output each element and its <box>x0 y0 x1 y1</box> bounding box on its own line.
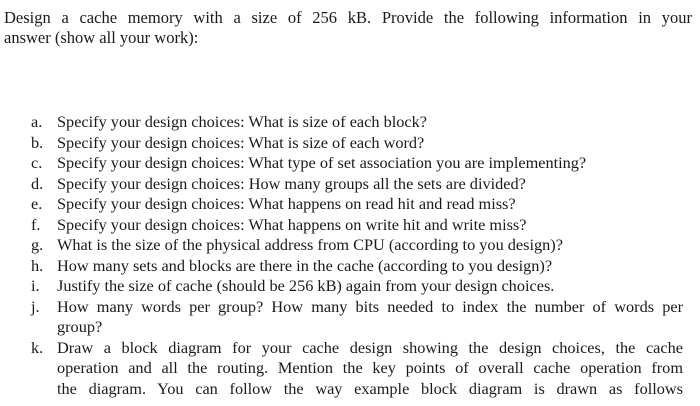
list-marker: j. <box>31 296 40 316</box>
list-item-text <box>57 297 683 338</box>
list-marker: h. <box>31 255 44 275</box>
list-item-line: operation and all the routing. Mention the key points of overall cache operation from <box>57 358 683 377</box>
list-marker: f. <box>31 214 41 234</box>
intro-line-1: Design a cache memory with a size of 256 kB. Provide the following information in your <box>4 8 692 27</box>
list-item-g <box>0 235 683 256</box>
list-marker: e. <box>31 194 43 213</box>
list-item-text: Specify your design choices: What happens on write hit and write miss? <box>57 214 527 234</box>
list-item-a <box>0 112 683 133</box>
list-item-k <box>0 338 683 400</box>
list-marker: a. <box>31 112 43 131</box>
list-item-j <box>0 297 683 338</box>
list-item-line: group? <box>57 317 103 336</box>
list-item-e <box>0 194 683 215</box>
list-item-i <box>0 276 683 297</box>
list-marker: k. <box>31 337 44 357</box>
list-item-text: What is the size of the physical address from CPU (according to you design)? <box>57 235 563 254</box>
list-item-text: Specify your design choices: What type of set association you are implementing? <box>57 153 587 172</box>
list-item-h <box>0 256 683 277</box>
list-marker: g. <box>31 235 44 254</box>
list-item-d <box>0 174 683 195</box>
list-item-f <box>0 215 683 236</box>
list-item-b <box>0 133 683 154</box>
list-item-text: Justify the size of cache (should be 256 kB) again from your design choices. <box>57 276 555 295</box>
list-item-line: Draw a block diagram for your cache design showing the design choices, the cache <box>57 337 683 357</box>
list-marker: b. <box>31 132 44 152</box>
list-item-text: Specify your design choices: What is size of each word? <box>57 132 425 152</box>
list-item-text: Specify your design choices: What happens on read hit and read miss? <box>57 194 516 213</box>
list-item-line: the diagram. You can follow the way example block diagram is drawn as follows <box>57 378 683 398</box>
question-list <box>0 112 700 399</box>
list-item-line: How many words per group? How many bits needed to index the number of words per <box>57 296 683 316</box>
list-item-c <box>0 153 683 174</box>
question-intro <box>4 8 692 48</box>
intro-line-2: answer (show all your work): <box>4 28 199 47</box>
list-marker: i. <box>31 276 40 295</box>
list-item-text: How many sets and blocks are there in the cache (according to you design)? <box>57 255 553 275</box>
list-item-text: Specify your design choices: How many groups all the sets are divided? <box>57 173 526 193</box>
list-marker: c. <box>31 153 43 172</box>
list-item-text <box>57 338 683 400</box>
list-item-text: Specify your design choices: What is size of each block? <box>57 112 427 131</box>
list-marker: d. <box>31 173 44 193</box>
